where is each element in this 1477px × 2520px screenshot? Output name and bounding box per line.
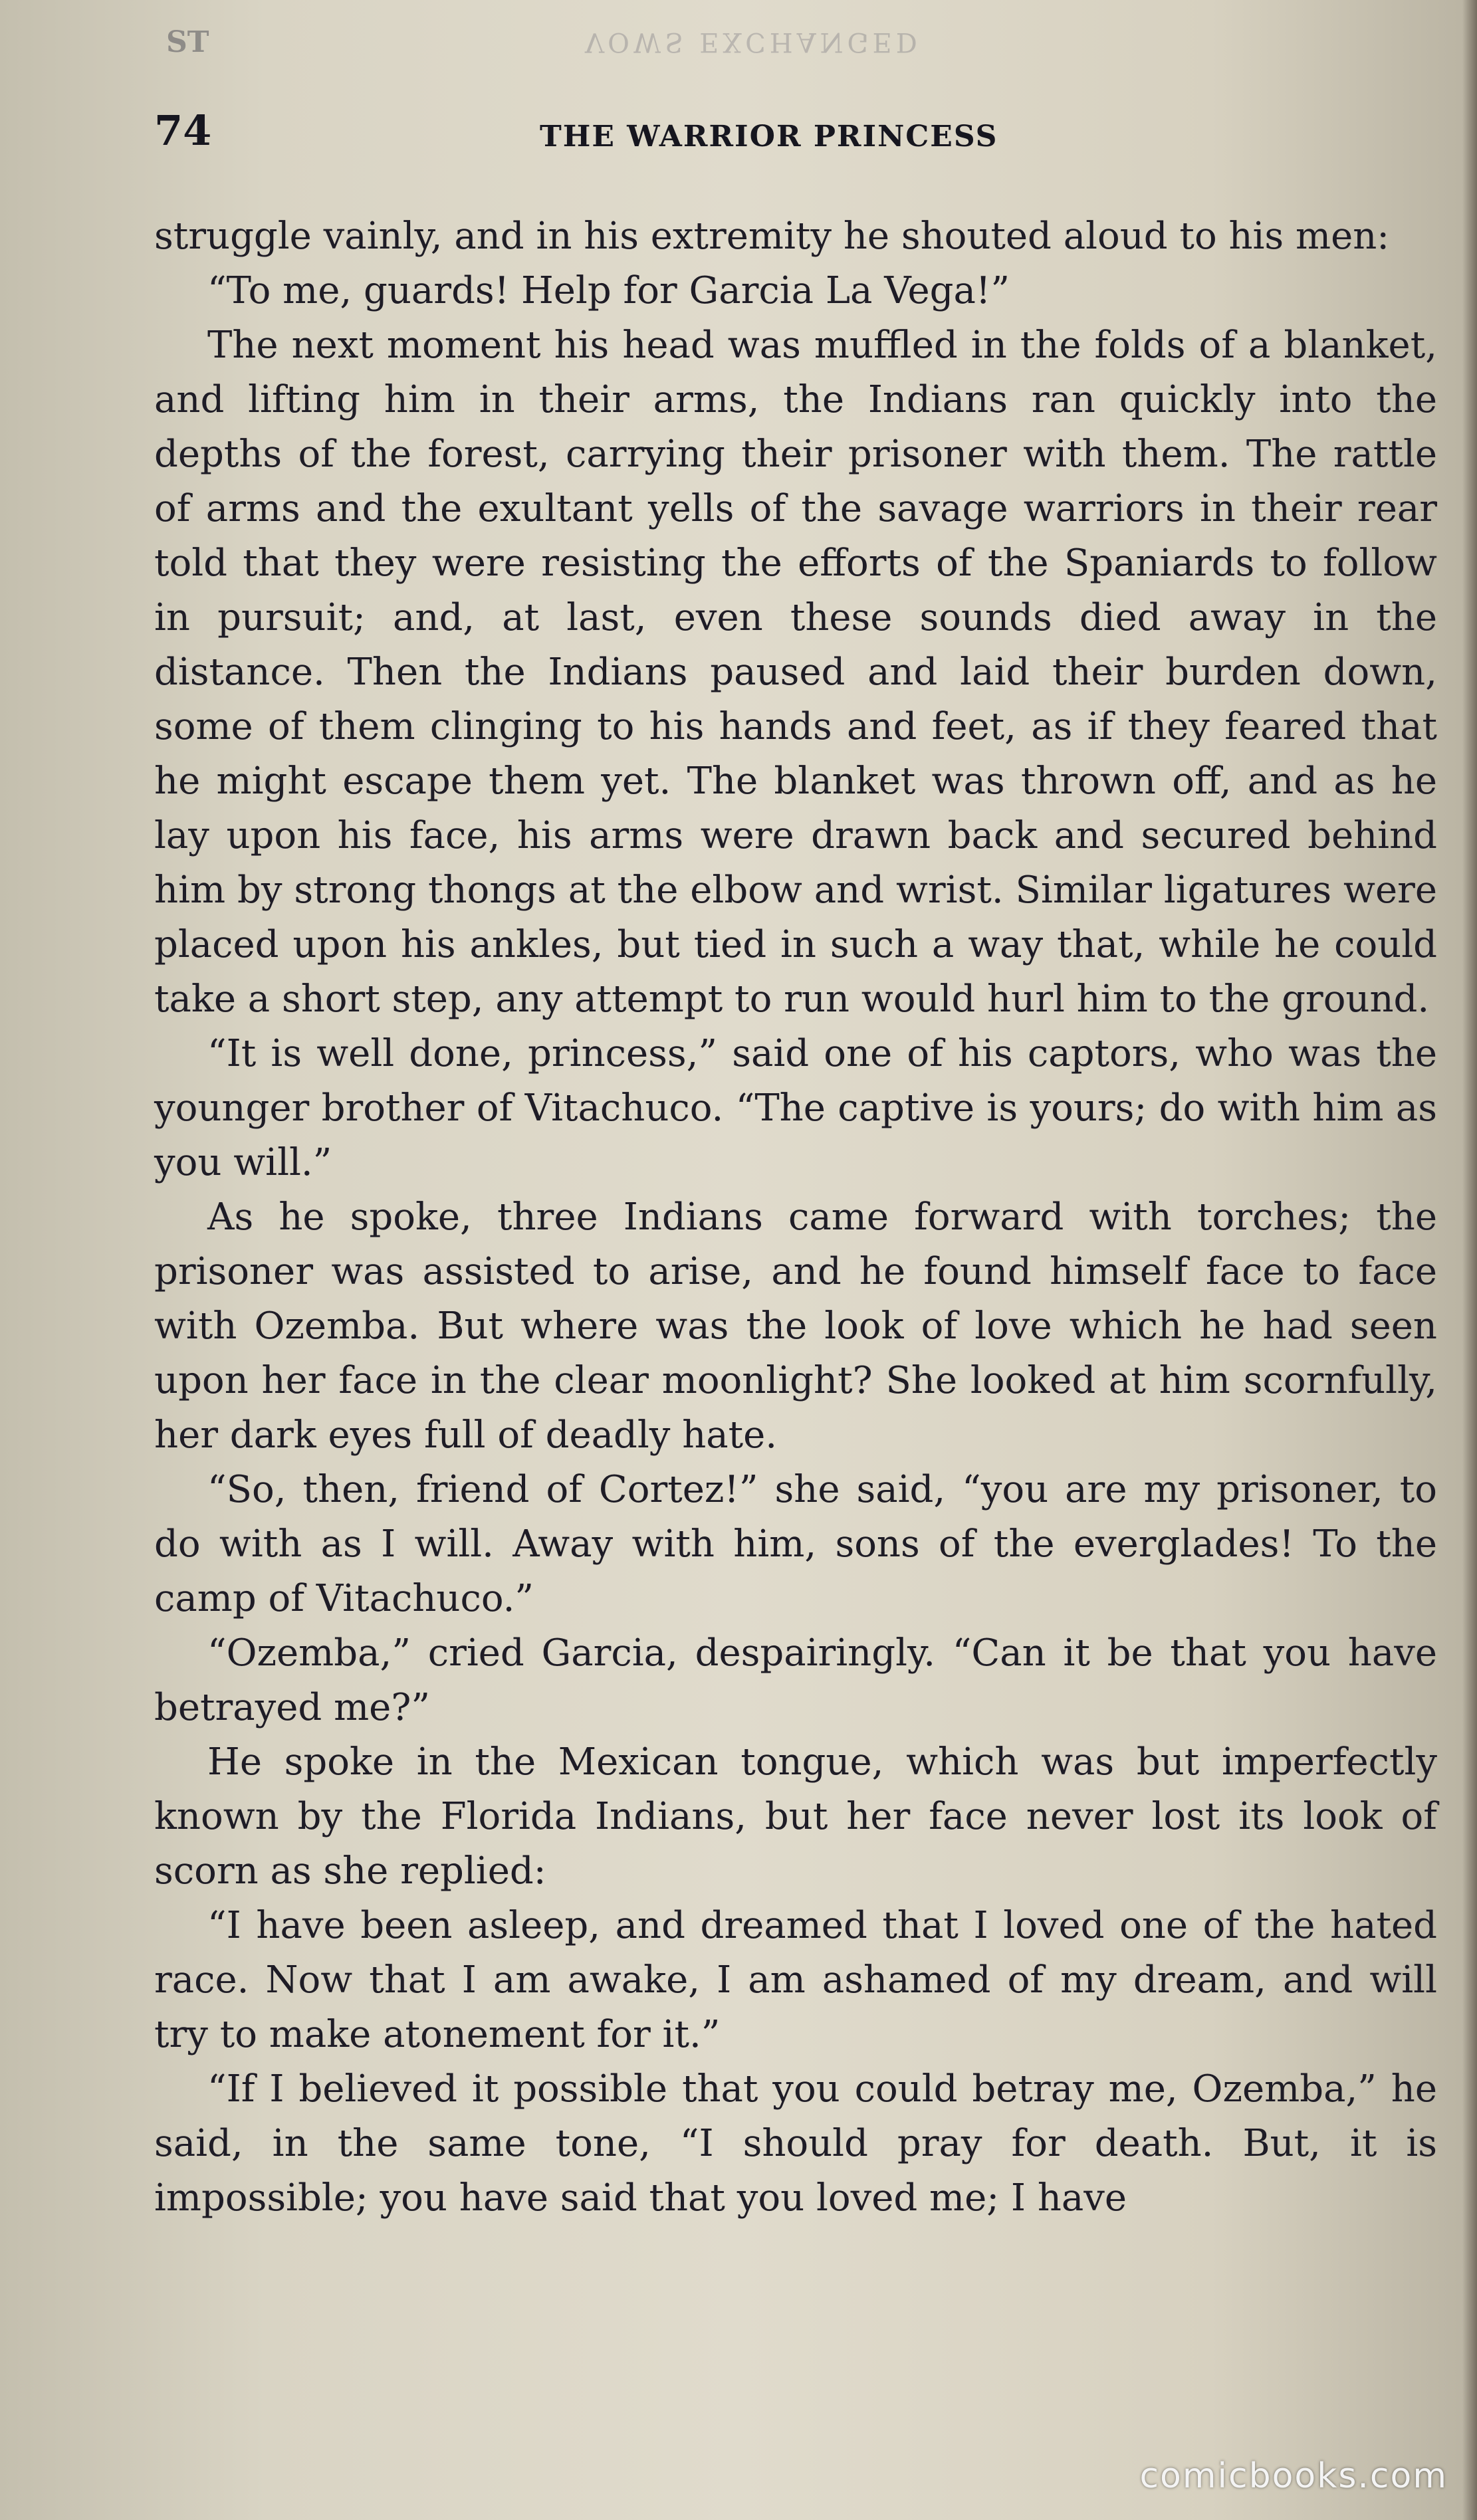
body-text [154,209,1437,2226]
paragraph: “It is well done, princess,” said one of his captors, who was the younger brother of Vitachuco. “The captive is yours; do with him as you will.” [154,1032,1437,1184]
page-edge-shadow [1462,0,1477,2520]
page-header [154,106,1437,159]
paragraph: As he spoke, three Indians came forward with torches; the prisoner was assisted to arise, and he found himself face to face with Ozemba. But where was the look of love which he had seen upon her face in the clear moonlight? She looked at him scornfully, her dark eyes full of deadly hate. [154,1196,1437,1457]
paragraph: “I have been asleep, and dreamed that I loved one of the hated race. Now that I am awake, I am ashamed of my dream, and will try to make atonement for it.” [154,1904,1437,2056]
paragraph: He spoke in the Mexican tongue, which was but imperfectly known by the Florida Indians, but her face never lost its look of scorn as she replied: [154,1740,1437,1893]
paragraph: “To me, guards! Help for Garcia La Vega!” [207,269,1010,312]
paragraph: “So, then, friend of Cortez!” she said, “you are my prisoner, to do with as I will. Away with him, sons of the everglades! To the camp of Vitachuco.” [154,1468,1437,1620]
paragraph: “If I believed it possible that you could betray me, Ozemba,” he said, in the same tone, “I should pray for death. But, it is impossible; you have said that you loved me; I have [154,2067,1437,2220]
paragraph: The next moment his head was muffled in the folds of a blanket, and lifting him in their arms, the Indians ran quickly into the depths of the forest, carrying their prisoner with them. The rattle of arms and the exultant yells of the savage warriors in their rear told that they were resisting the efforts of the Spaniards to follow in pursuit; and, at last, even these sounds died away in the distance. Then the Indians paused and laid their burden down, some of them clinging to his hands and feet, as if they feared that he might escape them yet. The blanket was thrown off, and as he lay upon his face, his arms were drawn back and secured behind him by strong thongs at the elbow and wrist. Similar ligatures were placed upon his ankles, but tied in such a way that, while he could take a short step, any attempt to run would hurl him to the ground. [154,324,1437,1021]
running-title: THE WARRIOR PRINCESS [540,120,998,154]
page-number: 74 [154,106,212,155]
bleed-through-heading: VOWS EXCHANGED [585,27,921,57]
watermark: comicbooks.com [1139,2456,1448,2496]
paragraph: struggle vainly, and in his extremity he shouted aloud to his men: [154,215,1390,258]
paragraph: “Ozemba,” cried Garcia, despairingly. “Can it be that you have betrayed me?” [154,1631,1437,1729]
corner-mark: ST [166,25,209,59]
